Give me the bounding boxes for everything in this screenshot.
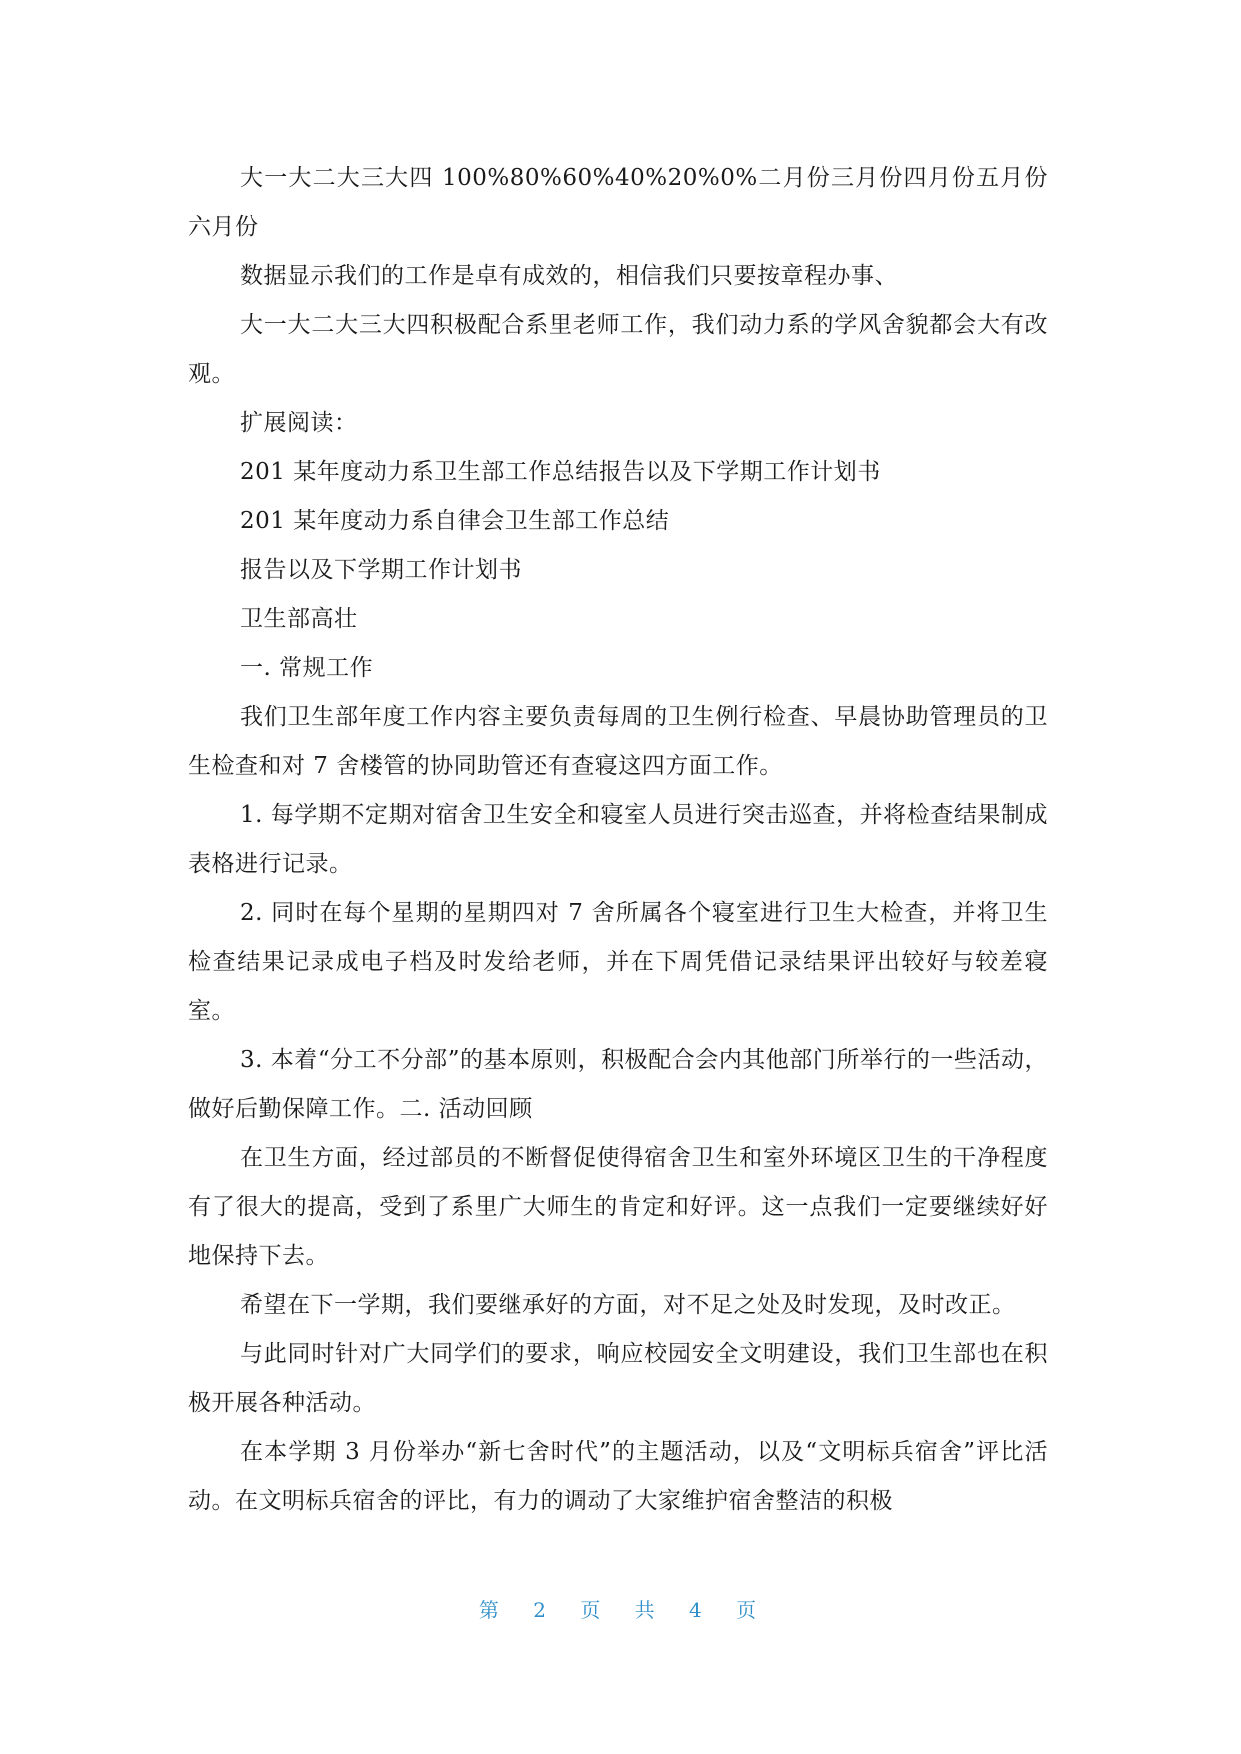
list-item-2: 2. 同时在每个星期的星期四对 7 舍所属各个寝室进行卫生大检查，并将卫生检查结果记录成电子档及时发给老师，并在下周凭借记录结果评出较好与较差寝室。 (188, 900, 1048, 1024)
paragraph-cooperation: 大一大二大三大四积极配合系里老师工作，我们动力系的学风舍貌都会大有改观。 (188, 312, 1048, 387)
paragraph-chart-labels: 大一大二大三大四 100%80%60%40%20%0%二月份三月份四月份五月份六月份 (188, 165, 1048, 240)
paragraph-author: 卫生部高壮 (240, 606, 358, 632)
paragraph-hygiene-review: 在卫生方面，经过部员的不断督促使得宿舍卫生和室外环境区卫生的干净程度有了很大的提高，受到了系里广大师生的肯定和好评。这一点我们一定要继续好好地保持下去。 (188, 1145, 1048, 1269)
paragraph-extended-reading: 扩展阅读： (240, 410, 358, 436)
list-item-1: 1. 每学期不定期对宿舍卫生安全和寝室人员进行突击巡查，并将检查结果制成表格进行记录。 (188, 802, 1048, 877)
paragraph-march-event: 在本学期 3 月份举办“新七舍时代”的主题活动，以及“文明标兵宿舍”评比活动。在文明标兵宿舍的评比，有力的调动了大家维护宿舍整洁的积极 (188, 1439, 1048, 1514)
page-number-footer: 第 2 页 共 4 页 (478, 1598, 763, 1622)
paragraph-activities: 与此同时针对广大同学们的要求，响应校园安全文明建设，我们卫生部也在积极开展各种活动。 (188, 1341, 1048, 1416)
paragraph-reading-item-2: 201 某年度动力系自律会卫生部工作总结 (240, 508, 670, 534)
paragraph-data-summary: 数据显示我们的工作是卓有成效的，相信我们只要按章程办事、 (240, 263, 898, 289)
paragraph-reading-item-1: 201 某年度动力系卫生部工作总结报告以及下学期工作计划书 (240, 459, 881, 485)
list-item-3: 3. 本着“分工不分部”的基本原则，积极配合会内其他部门所举行的一些活动，做好后勤保障工作。二. 活动回顾 (188, 1047, 1048, 1122)
paragraph-report-title: 报告以及下学期工作计划书 (240, 557, 522, 583)
document-body (188, 154, 1048, 1526)
paragraph-next-term: 希望在下一学期，我们要继承好的方面，对不足之处及时发现，及时改正。 (240, 1292, 1016, 1318)
section-heading-routine-work: 一. 常规工作 (240, 655, 374, 681)
paragraph-work-scope: 我们卫生部年度工作内容主要负责每周的卫生例行检查、早晨协助管理员的卫生检查和对 7 舍楼管的协同助管还有查寝这四方面工作。 (188, 704, 1048, 779)
